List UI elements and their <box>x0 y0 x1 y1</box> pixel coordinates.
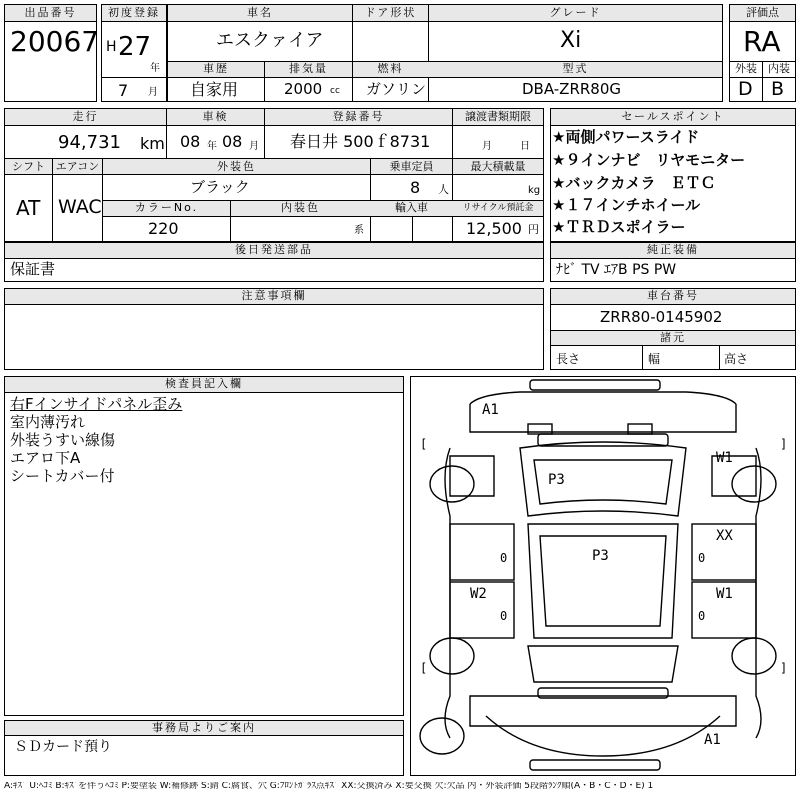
overall-rating: RA <box>743 25 781 58</box>
inspection-month: 08 <box>222 132 243 151</box>
inspector-notes-label: 検査員記入欄 <box>165 377 243 390</box>
shift: AT <box>16 196 41 220</box>
history: 自家用 <box>190 80 239 99</box>
color-number: 220 <box>148 219 179 238</box>
inspection-year: 08 <box>180 132 201 151</box>
details-box <box>4 108 544 242</box>
genuine-equipment-label: 純正装備 <box>647 243 699 256</box>
inspection-month-unit: 月 <box>249 141 259 152</box>
shift-label: シフト <box>12 160 45 173</box>
registration-year: 27 <box>118 32 152 62</box>
inspection-year-unit: 年 <box>207 141 217 152</box>
car-name: エスクァイア <box>216 30 324 51</box>
interior-label: 内装 <box>768 62 790 75</box>
interior-color-unit: 系 <box>354 225 364 236</box>
office-notes-label: 事務局よりご案内 <box>152 721 256 734</box>
lot-number-label: 出品番号 <box>24 6 77 19</box>
svg-text:[: [ <box>420 437 428 451</box>
sales-point: ★ＴＲＤスポイラー <box>552 218 686 236</box>
sales-point: ★両側パワースライド <box>552 128 700 146</box>
era: H <box>106 39 117 55</box>
inspection-label: 車検 <box>202 110 229 123</box>
chassis-number: ZRR80-0145902 <box>600 308 723 326</box>
displacement-label: 排気量 <box>289 62 328 75</box>
model-label: 型式 <box>562 62 589 75</box>
recycle-unit: 円 <box>528 223 539 236</box>
inspector-note: シートカバー付 <box>10 467 115 485</box>
first-registration-label: 初度登録 <box>108 6 160 19</box>
history-label: 車歴 <box>203 62 229 75</box>
door-label: ドア形状 <box>364 6 417 19</box>
fuel: ガソリン <box>366 80 427 98</box>
sales-points-label: セールスポイント <box>621 110 725 123</box>
exterior-color: ブラック <box>190 178 250 196</box>
lot-number: 20067 <box>10 25 100 58</box>
exterior-color-label: 外装色 <box>217 160 256 173</box>
plate-label: 登録番号 <box>332 110 385 123</box>
registration-month: 7 <box>118 81 129 100</box>
sales-point: ★バックカメラ ＥＴＣ <box>552 174 716 192</box>
air-conditioner: WAC <box>58 196 102 218</box>
width-label: 幅 <box>648 352 661 366</box>
damage-mark: A1 <box>704 732 721 748</box>
later-parts-label: 後日発送部品 <box>235 243 313 256</box>
exterior-grade: D <box>738 78 753 100</box>
year-unit: 年 <box>150 63 160 74</box>
month-unit: 月 <box>148 87 158 98</box>
inspector-note: 右Fインサイドパネル歪み <box>10 395 183 413</box>
office-note: ＳＤカード預り <box>14 739 112 755</box>
car-name-label: 車名 <box>247 6 273 19</box>
genuine-equipment: ﾅﾋﾞ TV ｴｱB PS PW <box>556 262 677 278</box>
max-load-unit: kg <box>528 185 541 196</box>
height-label: 高さ <box>724 352 749 366</box>
interior-color-label: 内装色 <box>281 201 320 214</box>
svg-text:]: ] <box>780 661 788 675</box>
ac-label: エアコン <box>55 160 100 173</box>
mileage-label: 走行 <box>72 110 99 123</box>
capacity: 8 <box>410 178 421 197</box>
capacity-label: 乗車定員 <box>389 160 434 173</box>
damage-mark: W1 <box>716 586 733 602</box>
notes-label: 注意事項欄 <box>241 289 307 302</box>
sales-point: ★１７インチホイール <box>552 196 701 214</box>
grade: Xi <box>560 28 582 53</box>
plate-number: 春日井 500ｆ8731 <box>290 132 431 151</box>
inspector-note: 外装うすい線傷 <box>10 431 116 449</box>
fuel-label: 燃料 <box>377 62 404 75</box>
legend: A:ｷｽﾞ U:ﾍｺﾐ B:ｷｽﾞを伴うﾍｺﾐ P:要塗装 W:補修跡 S:錆 C:腐食、穴 G:ﾌﾛﾝﾄｶﾞﾗｽ点ｷｽﾞ XX:交換済み X:要交換 欠:欠品 内・外装評価 5段階ﾗﾝｸ順(A・B・C・D・E) 1 <box>4 782 654 791</box>
dimensions-label: 諸元 <box>660 331 686 344</box>
svg-text:0: 0 <box>500 609 508 623</box>
length-label: 長さ <box>556 352 581 366</box>
model: DBA-ZRR80G <box>522 80 622 98</box>
svg-text:0: 0 <box>698 551 706 565</box>
svg-text:0: 0 <box>698 609 706 623</box>
car-damage-diagram <box>410 376 796 776</box>
grade-label: グレード <box>549 6 602 19</box>
chassis-label: 車台番号 <box>647 289 699 302</box>
capacity-unit: 人 <box>438 183 449 196</box>
rating-label: 評価点 <box>746 6 779 19</box>
damage-mark: P3 <box>548 472 565 488</box>
damage-mark: XX <box>716 528 733 544</box>
mileage-unit: km <box>140 134 165 153</box>
svg-text:0: 0 <box>500 551 508 565</box>
inspector-note: 室内薄汚れ <box>10 413 86 431</box>
max-load-label: 最大積載量 <box>470 160 526 173</box>
recycle-label: リサイクル預託金 <box>462 203 534 213</box>
damage-mark: W2 <box>470 586 487 602</box>
color-no-label: カラーNo. <box>134 201 199 214</box>
svg-text:]: ] <box>780 437 788 451</box>
svg-text:[: [ <box>420 661 428 675</box>
mileage: 94,731 <box>58 132 121 153</box>
damage-mark: P3 <box>592 548 609 564</box>
transfer-month-unit: 月 <box>482 141 492 152</box>
displacement-unit: cc <box>330 86 340 96</box>
later-parts: 保証書 <box>10 260 56 278</box>
interior-grade: B <box>771 78 785 100</box>
displacement: 2000 <box>284 80 323 98</box>
inspector-note: エアロ下A <box>10 449 81 467</box>
transfer-label: 譲渡書類期限 <box>465 110 531 123</box>
sales-point: ★９インナビ リヤモニター <box>552 151 746 169</box>
damage-mark: W1 <box>716 450 733 466</box>
recycle-fee: 12,500 <box>466 219 522 238</box>
import-label: 輸入車 <box>395 201 428 214</box>
damage-mark: A1 <box>482 402 499 418</box>
transfer-day-unit: 日 <box>520 141 530 152</box>
exterior-label: 外装 <box>735 62 757 75</box>
